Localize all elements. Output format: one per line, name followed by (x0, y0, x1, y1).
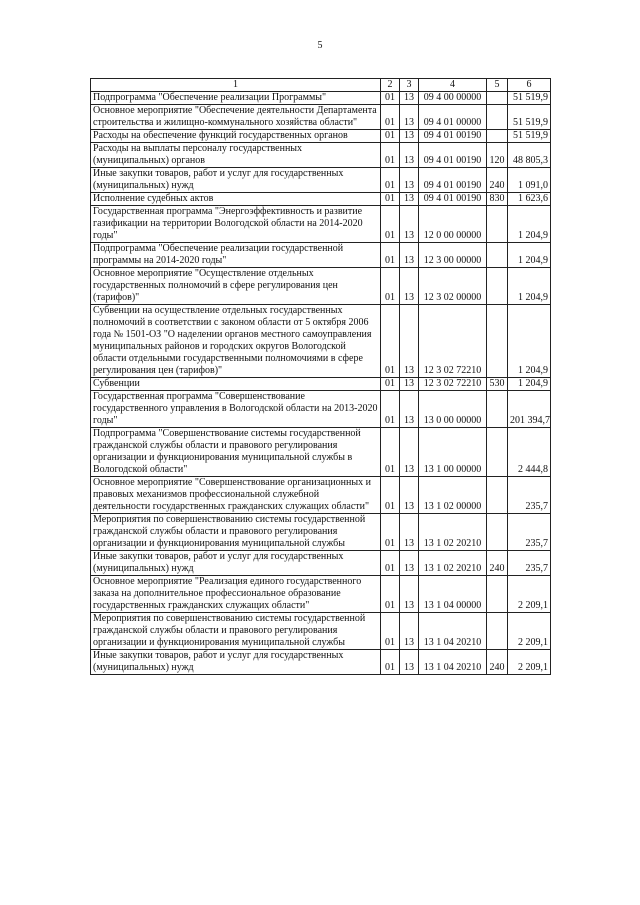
target-article-cell: 13 1 02 20210 (419, 514, 487, 551)
subsection-code-cell: 13 (400, 268, 419, 305)
expense-type-cell: 120 (487, 143, 508, 168)
subsection-code-cell: 13 (400, 305, 419, 378)
table-row (91, 514, 551, 551)
amount-cell: 1 204,9 (508, 268, 551, 305)
amount-cell: 1 204,9 (508, 305, 551, 378)
column-header: 1 (91, 79, 381, 92)
section-code-cell: 01 (381, 92, 400, 105)
expense-type-cell (487, 105, 508, 130)
row-name-cell: Расходы на обеспечение функций государственных органов (91, 130, 381, 143)
column-header: 3 (400, 79, 419, 92)
row-name-cell: Подпрограмма "Обеспечение реализации Программы" (91, 92, 381, 105)
amount-cell: 201 394,7 (508, 391, 551, 428)
row-name-cell: Субвенции (91, 378, 381, 391)
row-name-cell: Мероприятия по совершенствованию системы государственной гражданской службы области и правового регулирования организации и функционирования муниципальной службы (91, 514, 381, 551)
section-code-cell: 01 (381, 378, 400, 391)
expense-type-cell (487, 206, 508, 243)
expense-type-cell (487, 428, 508, 477)
section-code-cell: 01 (381, 576, 400, 613)
target-article-cell: 12 0 00 00000 (419, 206, 487, 243)
expense-type-cell (487, 576, 508, 613)
subsection-code-cell: 13 (400, 193, 419, 206)
table-row (91, 268, 551, 305)
table-row (91, 613, 551, 650)
row-name-cell: Иные закупки товаров, работ и услуг для государственных (муниципальных) нужд (91, 168, 381, 193)
column-header: 4 (419, 79, 487, 92)
amount-cell: 51 519,9 (508, 105, 551, 130)
subsection-code-cell: 13 (400, 391, 419, 428)
row-name-cell: Основное мероприятие "Обеспечение деятельности Департамента строительства и жилищно-коммунального хозяйства области" (91, 105, 381, 130)
expense-type-cell (487, 477, 508, 514)
section-code-cell: 01 (381, 130, 400, 143)
row-name-cell: Основное мероприятие "Осуществление отдельных государственных полномочий в сфере регулирования цен (тарифов)" (91, 268, 381, 305)
target-article-cell: 09 4 01 00190 (419, 130, 487, 143)
row-name-cell: Мероприятия по совершенствованию системы государственной гражданской службы области и правового регулирования организации и функционирования муниципальной службы (91, 613, 381, 650)
section-code-cell: 01 (381, 268, 400, 305)
target-article-cell: 13 1 04 00000 (419, 576, 487, 613)
table-row (91, 105, 551, 130)
amount-cell: 51 519,9 (508, 130, 551, 143)
amount-cell: 1 204,9 (508, 243, 551, 268)
subsection-code-cell: 13 (400, 143, 419, 168)
table-row (91, 477, 551, 514)
section-code-cell: 01 (381, 551, 400, 576)
table-row (91, 92, 551, 105)
expense-type-cell: 240 (487, 551, 508, 576)
amount-cell: 2 209,1 (508, 576, 551, 613)
expense-type-cell (487, 243, 508, 268)
expense-type-cell (487, 613, 508, 650)
table-row (91, 305, 551, 378)
subsection-code-cell: 13 (400, 477, 419, 514)
expense-type-cell: 830 (487, 193, 508, 206)
table-row (91, 143, 551, 168)
amount-cell: 2 444,8 (508, 428, 551, 477)
subsection-code-cell: 13 (400, 168, 419, 193)
amount-cell: 1 623,6 (508, 193, 551, 206)
target-article-cell: 13 1 02 00000 (419, 477, 487, 514)
section-code-cell: 01 (381, 391, 400, 428)
subsection-code-cell: 13 (400, 378, 419, 391)
target-article-cell: 13 1 04 20210 (419, 650, 487, 675)
subsection-code-cell: 13 (400, 243, 419, 268)
row-name-cell: Подпрограмма "Обеспечение реализации государственной программы на 2014-2020 годы" (91, 243, 381, 268)
subsection-code-cell: 13 (400, 92, 419, 105)
row-name-cell: Субвенции на осуществление отдельных государственных полномочий в соответствии с законом области от 5 октября 2006 года № 1501-ОЗ "О наделении органов местного самоуправления муниципальных районов и городских округов Вологодской области отдельными государственными полномочиями в сфере регулирования цен (тарифов)" (91, 305, 381, 378)
expense-type-cell: 240 (487, 650, 508, 675)
table-row (91, 551, 551, 576)
table-row (91, 378, 551, 391)
subsection-code-cell: 13 (400, 576, 419, 613)
row-name-cell: Подпрограмма "Совершенствование системы государственной гражданской службы области и правового регулирования организации и функционирования муниципальной службы в Вологодской области" (91, 428, 381, 477)
subsection-code-cell: 13 (400, 105, 419, 130)
table-row (91, 193, 551, 206)
amount-cell: 235,7 (508, 514, 551, 551)
target-article-cell: 09 4 01 00190 (419, 193, 487, 206)
amount-cell: 51 519,9 (508, 92, 551, 105)
table-row (91, 391, 551, 428)
subsection-code-cell: 13 (400, 551, 419, 576)
table-row (91, 243, 551, 268)
amount-cell: 1 204,9 (508, 206, 551, 243)
section-code-cell: 01 (381, 428, 400, 477)
table-row (91, 168, 551, 193)
subsection-code-cell: 13 (400, 130, 419, 143)
section-code-cell: 01 (381, 477, 400, 514)
amount-cell: 1 204,9 (508, 378, 551, 391)
amount-cell: 235,7 (508, 551, 551, 576)
section-code-cell: 01 (381, 143, 400, 168)
table-row (91, 650, 551, 675)
row-name-cell: Расходы на выплаты персоналу государственных (муниципальных) органов (91, 143, 381, 168)
row-name-cell: Государственная программа "Энергоэффективность и развитие газификации на территории Вологодской области на 2014-2020 годы" (91, 206, 381, 243)
expense-type-cell: 240 (487, 168, 508, 193)
row-name-cell: Основное мероприятие "Реализация единого государственного заказа на дополнительное профессиональное образование государственных гражданских служащих области" (91, 576, 381, 613)
expense-type-cell (487, 92, 508, 105)
page-number: 5 (317, 40, 323, 51)
section-code-cell: 01 (381, 514, 400, 551)
expense-type-cell (487, 391, 508, 428)
expense-type-cell (487, 514, 508, 551)
table-row (91, 206, 551, 243)
column-header: 6 (508, 79, 551, 92)
target-article-cell: 09 4 00 00000 (419, 92, 487, 105)
subsection-code-cell: 13 (400, 514, 419, 551)
column-header: 5 (487, 79, 508, 92)
budget-table (90, 78, 551, 675)
section-code-cell: 01 (381, 206, 400, 243)
amount-cell: 1 091,0 (508, 168, 551, 193)
target-article-cell: 09 4 01 00000 (419, 105, 487, 130)
target-article-cell: 12 3 02 72210 (419, 305, 487, 378)
subsection-code-cell: 13 (400, 650, 419, 675)
target-article-cell: 13 1 02 20210 (419, 551, 487, 576)
expense-type-cell (487, 305, 508, 378)
table-row (91, 130, 551, 143)
subsection-code-cell: 13 (400, 428, 419, 477)
section-code-cell: 01 (381, 243, 400, 268)
section-code-cell: 01 (381, 650, 400, 675)
row-name-cell: Основное мероприятие "Совершенствование организационных и правовых механизмов профессиональной служебной деятельности государственных гражданских служащих области" (91, 477, 381, 514)
amount-cell: 2 209,1 (508, 613, 551, 650)
column-header: 2 (381, 79, 400, 92)
expense-type-cell (487, 268, 508, 305)
target-article-cell: 12 3 02 00000 (419, 268, 487, 305)
target-article-cell: 12 3 00 00000 (419, 243, 487, 268)
amount-cell: 235,7 (508, 477, 551, 514)
target-article-cell: 09 4 01 00190 (419, 168, 487, 193)
section-code-cell: 01 (381, 105, 400, 130)
subsection-code-cell: 13 (400, 206, 419, 243)
target-article-cell: 13 0 00 00000 (419, 391, 487, 428)
expense-type-cell: 530 (487, 378, 508, 391)
target-article-cell: 12 3 02 72210 (419, 378, 487, 391)
target-article-cell: 13 1 04 20210 (419, 613, 487, 650)
row-name-cell: Иные закупки товаров, работ и услуг для государственных (муниципальных) нужд (91, 551, 381, 576)
amount-cell: 2 209,1 (508, 650, 551, 675)
table-header-row (91, 79, 551, 92)
table-row (91, 576, 551, 613)
row-name-cell: Государственная программа "Совершенствование государственного управления в Вологодской области на 2013-2020 годы" (91, 391, 381, 428)
section-code-cell: 01 (381, 168, 400, 193)
table-body (91, 92, 551, 675)
section-code-cell: 01 (381, 613, 400, 650)
section-code-cell: 01 (381, 305, 400, 378)
table-row (91, 428, 551, 477)
subsection-code-cell: 13 (400, 613, 419, 650)
section-code-cell: 01 (381, 193, 400, 206)
row-name-cell: Исполнение судебных актов (91, 193, 381, 206)
amount-cell: 48 805,3 (508, 143, 551, 168)
target-article-cell: 13 1 00 00000 (419, 428, 487, 477)
row-name-cell: Иные закупки товаров, работ и услуг для государственных (муниципальных) нужд (91, 650, 381, 675)
expense-type-cell (487, 130, 508, 143)
target-article-cell: 09 4 01 00190 (419, 143, 487, 168)
